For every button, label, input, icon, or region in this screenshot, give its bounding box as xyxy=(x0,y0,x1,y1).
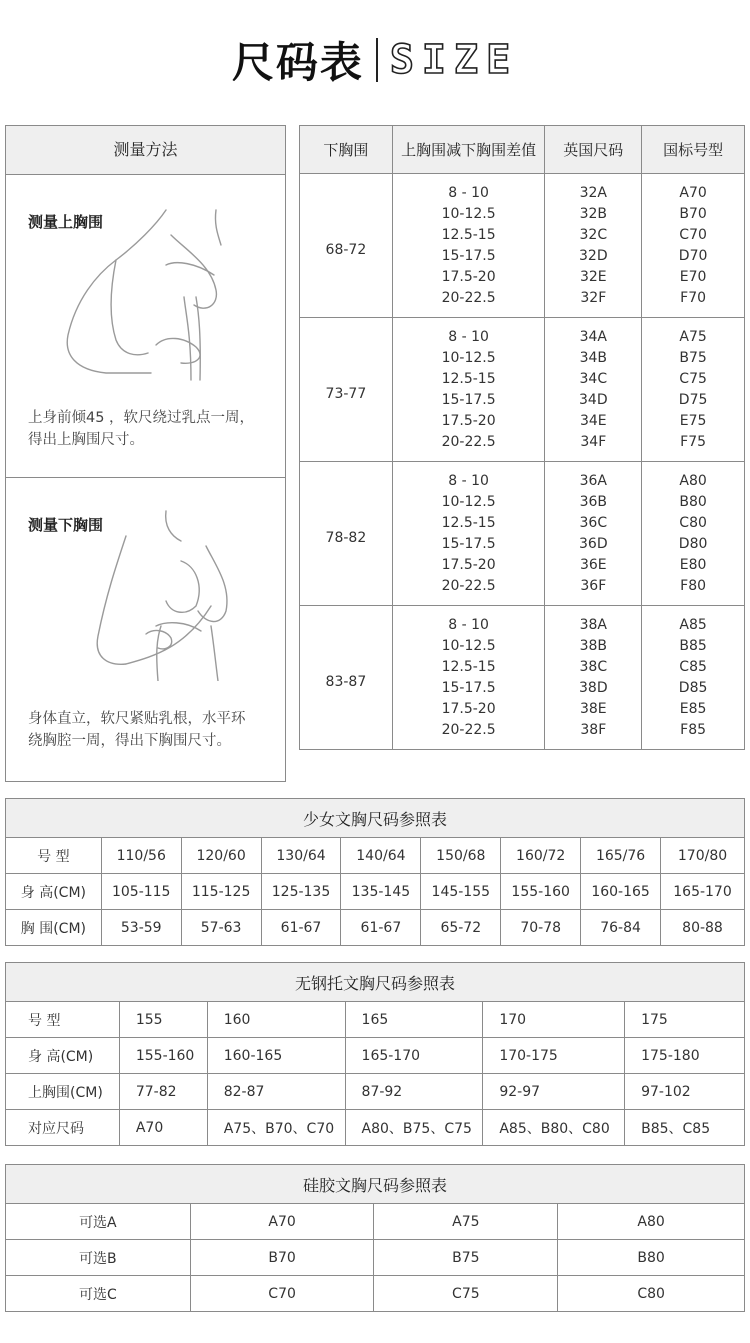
upper-bust-section xyxy=(6,175,285,477)
girl-bra-size-table xyxy=(5,798,745,946)
national-size-cell: C80 xyxy=(642,512,745,533)
bust-difference-cell: 8 - 10 xyxy=(392,606,545,636)
wire-table-body xyxy=(6,1002,745,1146)
table-cell: 170/80 xyxy=(661,838,745,874)
bust-difference-cell: 8 - 10 xyxy=(392,174,545,204)
table-cell: A70 xyxy=(190,1204,374,1240)
table-cell: 160/72 xyxy=(501,838,581,874)
table-cell: A85、B80、C80 xyxy=(483,1110,625,1146)
table-cell: 53-59 xyxy=(101,910,181,946)
bust-difference-cell: 12.5-15 xyxy=(392,224,545,245)
header-uk-size: 英国尺码 xyxy=(545,126,642,174)
table-cell: 165 xyxy=(345,1002,483,1038)
national-size-cell: A70 xyxy=(642,174,745,204)
bra-size-chart xyxy=(299,125,745,750)
table-cell: 170-175 xyxy=(483,1038,625,1074)
uk-size-cell: 38F xyxy=(545,719,642,750)
uk-size-cell: 36E xyxy=(545,554,642,575)
size-row xyxy=(300,462,745,492)
header-bust-difference: 上胸围减下胸围差值 xyxy=(392,126,545,174)
under-bust-range: 68-72 xyxy=(300,174,393,318)
silicone-table-body xyxy=(6,1204,745,1312)
table-cell: 155 xyxy=(119,1002,207,1038)
table-cell: A70 xyxy=(119,1110,207,1146)
row-label: 号 型 xyxy=(6,1002,120,1038)
national-size-cell: D85 xyxy=(642,677,745,698)
row-label: 身 高(CM) xyxy=(6,1038,120,1074)
table-cell: B85、C85 xyxy=(625,1110,745,1146)
table-cell: 61-67 xyxy=(341,910,421,946)
silicone-bra-size-table xyxy=(5,1164,745,1312)
header-national-size: 国标号型 xyxy=(642,126,745,174)
national-size-cell: A85 xyxy=(642,606,745,636)
table-cell: 82-87 xyxy=(207,1074,345,1110)
row-label: 上胸围(CM) xyxy=(6,1074,120,1110)
bust-difference-cell: 20-22.5 xyxy=(392,287,545,318)
table-cell: 80-88 xyxy=(661,910,745,946)
size-row xyxy=(300,318,745,348)
uk-size-cell: 34C xyxy=(545,368,642,389)
national-size-cell: D70 xyxy=(642,245,745,266)
wire-table-caption: 无钢托文胸尺码参照表 xyxy=(6,963,745,1002)
table-cell: 65-72 xyxy=(421,910,501,946)
bust-difference-cell: 10-12.5 xyxy=(392,635,545,656)
national-size-cell: E70 xyxy=(642,266,745,287)
row-label: 可选C xyxy=(6,1276,191,1312)
under-bust-title: 测量下胸围 xyxy=(28,516,104,534)
table-cell: 110/56 xyxy=(101,838,181,874)
uk-size-cell: 36D xyxy=(545,533,642,554)
table-cell: 160 xyxy=(207,1002,345,1038)
row-label: 对应尺码 xyxy=(6,1110,120,1146)
bust-difference-cell: 15-17.5 xyxy=(392,533,545,554)
row-label: 胸 围(CM) xyxy=(6,910,102,946)
national-size-cell: F75 xyxy=(642,431,745,462)
size-chart-body xyxy=(300,174,745,750)
size-row xyxy=(300,606,745,636)
bust-difference-cell: 17.5-20 xyxy=(392,554,545,575)
under-bust-range: 78-82 xyxy=(300,462,393,606)
under-bust-range: 73-77 xyxy=(300,318,393,462)
table-cell: 160-165 xyxy=(207,1038,345,1074)
table-row xyxy=(6,838,745,874)
uk-size-cell: 34E xyxy=(545,410,642,431)
table-cell: 155-160 xyxy=(501,874,581,910)
national-size-cell: C70 xyxy=(642,224,745,245)
table-cell: C75 xyxy=(374,1276,558,1312)
table-cell: C70 xyxy=(190,1276,374,1312)
table-cell: 97-102 xyxy=(625,1074,745,1110)
uk-size-cell: 38B xyxy=(545,635,642,656)
table-cell: A75 xyxy=(374,1204,558,1240)
table-cell: 130/64 xyxy=(261,838,341,874)
table-cell: 160-165 xyxy=(581,874,661,910)
table-row xyxy=(6,1038,745,1074)
lower-desc-line1: 身体直立，软尺紧贴乳根，水平环 xyxy=(28,711,246,727)
bust-difference-cell: 12.5-15 xyxy=(392,656,545,677)
uk-size-cell: 32A xyxy=(545,174,642,204)
bust-difference-cell: 20-22.5 xyxy=(392,719,545,750)
row-label: 可选A xyxy=(6,1204,191,1240)
method-heading: 测量方法 xyxy=(6,126,285,175)
national-size-cell: B80 xyxy=(642,491,745,512)
table-cell: B70 xyxy=(190,1240,374,1276)
lower-desc-line2: 绕胸腔一周，得出下胸围尺寸。 xyxy=(28,733,231,749)
table-cell: 125-135 xyxy=(261,874,341,910)
uk-size-cell: 34B xyxy=(545,347,642,368)
uk-size-cell: 38C xyxy=(545,656,642,677)
title-chinese: 尺码表 xyxy=(231,38,364,87)
uk-size-cell: 38E xyxy=(545,698,642,719)
uk-size-cell: 32E xyxy=(545,266,642,287)
table-cell: 61-67 xyxy=(261,910,341,946)
table-cell: 87-92 xyxy=(345,1074,483,1110)
bust-difference-cell: 8 - 10 xyxy=(392,318,545,348)
table-row xyxy=(6,1276,745,1312)
table-cell: 76-84 xyxy=(581,910,661,946)
table-cell: 175-180 xyxy=(625,1038,745,1074)
under-bust-description xyxy=(28,708,283,752)
national-size-cell: F70 xyxy=(642,287,745,318)
bust-difference-cell: 17.5-20 xyxy=(392,266,545,287)
table-cell: 165-170 xyxy=(661,874,745,910)
measurement-method-panel xyxy=(5,125,286,782)
table-row xyxy=(6,1204,745,1240)
national-size-cell: F85 xyxy=(642,719,745,750)
row-label: 身 高(CM) xyxy=(6,874,102,910)
uk-size-cell: 32B xyxy=(545,203,642,224)
under-bust-range: 83-87 xyxy=(300,606,393,750)
national-size-cell: D75 xyxy=(642,389,745,410)
uk-size-cell: 36C xyxy=(545,512,642,533)
national-size-cell: D80 xyxy=(642,533,745,554)
upper-bust-description xyxy=(28,407,283,451)
table-row xyxy=(6,874,745,910)
table-cell: A75、B70、C70 xyxy=(207,1110,345,1146)
national-size-cell: C85 xyxy=(642,656,745,677)
title-divider xyxy=(376,38,378,82)
bust-difference-cell: 15-17.5 xyxy=(392,245,545,266)
national-size-cell: E75 xyxy=(642,410,745,431)
table-cell: 105-115 xyxy=(101,874,181,910)
uk-size-cell: 36F xyxy=(545,575,642,606)
uk-size-cell: 34D xyxy=(545,389,642,410)
bust-difference-cell: 8 - 10 xyxy=(392,462,545,492)
table-cell: 165-170 xyxy=(345,1038,483,1074)
bust-difference-cell: 20-22.5 xyxy=(392,431,545,462)
upper-bust-illustration xyxy=(56,205,236,385)
bust-difference-cell: 17.5-20 xyxy=(392,698,545,719)
table-cell: A80、B75、C75 xyxy=(345,1110,483,1146)
size-row xyxy=(300,174,745,204)
uk-size-cell: 36A xyxy=(545,462,642,492)
girl-table-body xyxy=(6,838,745,946)
upper-bust-title: 测量上胸围 xyxy=(28,213,104,231)
table-cell: 135-145 xyxy=(341,874,421,910)
table-row xyxy=(6,1240,745,1276)
bust-difference-cell: 20-22.5 xyxy=(392,575,545,606)
uk-size-cell: 36B xyxy=(545,491,642,512)
uk-size-cell: 38A xyxy=(545,606,642,636)
table-cell: 120/60 xyxy=(181,838,261,874)
national-size-cell: A80 xyxy=(642,462,745,492)
upper-desc-line1: 上身前倾45 ，软尺绕过乳点一周， xyxy=(28,410,255,426)
national-size-cell: E80 xyxy=(642,554,745,575)
under-bust-section xyxy=(6,477,285,783)
girl-table-caption: 少女文胸尺码参照表 xyxy=(6,799,745,838)
table-row xyxy=(6,1002,745,1038)
national-size-cell: B70 xyxy=(642,203,745,224)
table-cell: 165/76 xyxy=(581,838,661,874)
bust-difference-cell: 15-17.5 xyxy=(392,677,545,698)
table-cell: 70-78 xyxy=(501,910,581,946)
header-under-bust: 下胸围 xyxy=(300,126,393,174)
national-size-cell: C75 xyxy=(642,368,745,389)
silicone-table-caption: 硅胶文胸尺码参照表 xyxy=(6,1165,745,1204)
bust-difference-cell: 15-17.5 xyxy=(392,389,545,410)
table-cell: B75 xyxy=(374,1240,558,1276)
under-bust-illustration xyxy=(86,506,256,681)
table-row xyxy=(6,1074,745,1110)
uk-size-cell: 32F xyxy=(545,287,642,318)
table-cell: B80 xyxy=(558,1240,745,1276)
bust-difference-cell: 12.5-15 xyxy=(392,512,545,533)
uk-size-cell: 32C xyxy=(545,224,642,245)
table-cell: A80 xyxy=(558,1204,745,1240)
bust-difference-cell: 12.5-15 xyxy=(392,368,545,389)
table-cell: 140/64 xyxy=(341,838,421,874)
table-cell: 77-82 xyxy=(119,1074,207,1110)
table-cell: 175 xyxy=(625,1002,745,1038)
national-size-cell: F80 xyxy=(642,575,745,606)
table-cell: 115-125 xyxy=(181,874,261,910)
table-cell: 92-97 xyxy=(483,1074,625,1110)
table-cell: 155-160 xyxy=(119,1038,207,1074)
row-label: 可选B xyxy=(6,1240,191,1276)
bust-difference-cell: 17.5-20 xyxy=(392,410,545,431)
page-title xyxy=(0,30,750,90)
national-size-cell: B85 xyxy=(642,635,745,656)
bust-difference-cell: 10-12.5 xyxy=(392,347,545,368)
uk-size-cell: 34F xyxy=(545,431,642,462)
title-english: SIZE xyxy=(389,37,519,83)
wireless-bra-size-table xyxy=(5,962,745,1146)
upper-desc-line2: 得出上胸围尺寸。 xyxy=(28,432,144,448)
national-size-cell: B75 xyxy=(642,347,745,368)
table-row xyxy=(6,910,745,946)
row-label: 号 型 xyxy=(6,838,102,874)
uk-size-cell: 34A xyxy=(545,318,642,348)
national-size-cell: A75 xyxy=(642,318,745,348)
uk-size-cell: 32D xyxy=(545,245,642,266)
bust-difference-cell: 10-12.5 xyxy=(392,203,545,224)
table-cell: 170 xyxy=(483,1002,625,1038)
national-size-cell: E85 xyxy=(642,698,745,719)
uk-size-cell: 38D xyxy=(545,677,642,698)
table-cell: C80 xyxy=(558,1276,745,1312)
table-cell: 57-63 xyxy=(181,910,261,946)
table-cell: 150/68 xyxy=(421,838,501,874)
table-row xyxy=(6,1110,745,1146)
table-cell: 145-155 xyxy=(421,874,501,910)
bust-difference-cell: 10-12.5 xyxy=(392,491,545,512)
